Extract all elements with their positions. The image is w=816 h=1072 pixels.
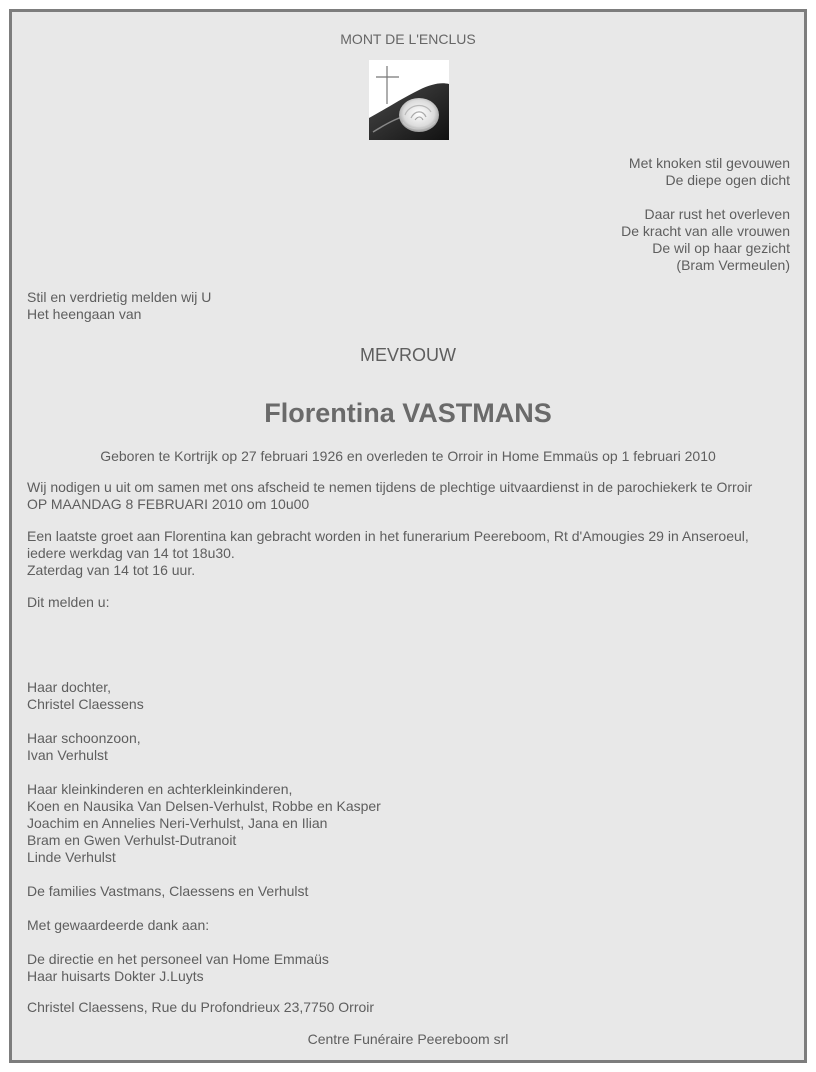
poem-stanza [621,155,790,189]
family-line: Met gewaardeerde dank aan: [27,917,210,933]
family-line: Bram en Gwen Verhulst-Dutranoit [27,832,237,848]
visitation-line: Een laatste groet aan Florentina kan gebracht worden in het funerarium Peereboom, Rt d'Amougies 29 in Anseroeul, [27,528,749,544]
announcement-body [27,479,797,626]
family-block [27,730,797,764]
visitation-line: iedere werkdag van 14 tot 18u30. [27,545,235,561]
family-line: Ivan Verhulst [27,747,108,763]
family-block [27,951,797,985]
family-block [27,883,797,900]
poem-line: De kracht van alle vrouwen [621,223,790,239]
birth-death-line: Geboren te Kortrijk op 27 februari 1926 en overleden te Orroir in Home Emmaüs op 1 februari 2010 [100,448,716,464]
poem-line: De wil op haar gezicht [652,240,790,256]
family-list [27,679,797,1002]
family-line: Haar kleinkinderen en achterkleinkinderen, [27,781,293,797]
contact-address: Christel Claessens, Rue du Profondrieux 23,7750 Orroir [27,999,375,1015]
family-block [27,917,797,934]
cross-rose-icon [369,60,449,140]
poem-line: Met knoken stil gevouwen [628,155,790,171]
family-line: Linde Verhulst [27,849,116,865]
announcement-intro [27,289,211,323]
service-date: OP MAANDAG 8 FEBRUARI 2010 om 10u00 [27,496,310,512]
service-paragraph [27,479,797,513]
obituary-card [9,9,807,1063]
family-line: De families Vastmans, Claessens en Verhulst [27,883,309,899]
family-block [27,679,797,713]
closing-intro: Dit melden u: [27,594,110,610]
family-line: Haar schoonzoon, [27,730,141,746]
service-line: Wij nodigen u uit om samen met ons afscheid te nemen tijdens de plechtige uitvaardienst in de parochiekerk te Orroir [27,479,753,495]
family-block [27,781,797,866]
family-line: Christel Claessens [27,696,144,712]
poem-line: De diepe ogen dicht [665,172,790,188]
family-line: De directie en het personeel van Home Emmaüs [27,951,329,967]
family-line: Haar dochter, [27,679,112,695]
family-line: Haar huisarts Dokter J.Luyts [27,968,204,984]
deceased-name: Florentina VASTMANS [264,398,552,428]
visitation-line: Zaterdag van 14 tot 16 uur. [27,562,196,578]
intro-line: Stil en verdrietig melden wij U [27,289,212,305]
visitation-paragraph [27,528,797,579]
poem-author: (Bram Vermeulen) [676,257,790,273]
poem-line: Daar rust het overleven [644,206,790,222]
town-heading: MONT DE L'ENCLUS [340,31,476,47]
honorific: MEVROUW [360,345,456,365]
intro-line: Het heengaan van [27,306,142,322]
family-line: Koen en Nausika Van Delsen-Verhulst, Robbe en Kasper [27,798,381,814]
family-line: Joachim en Annelies Neri-Verhulst, Jana en Ilian [27,815,328,831]
poem-stanza [621,206,790,274]
funeral-home: Centre Funéraire Peereboom srl [307,1031,509,1047]
poem [621,155,790,291]
